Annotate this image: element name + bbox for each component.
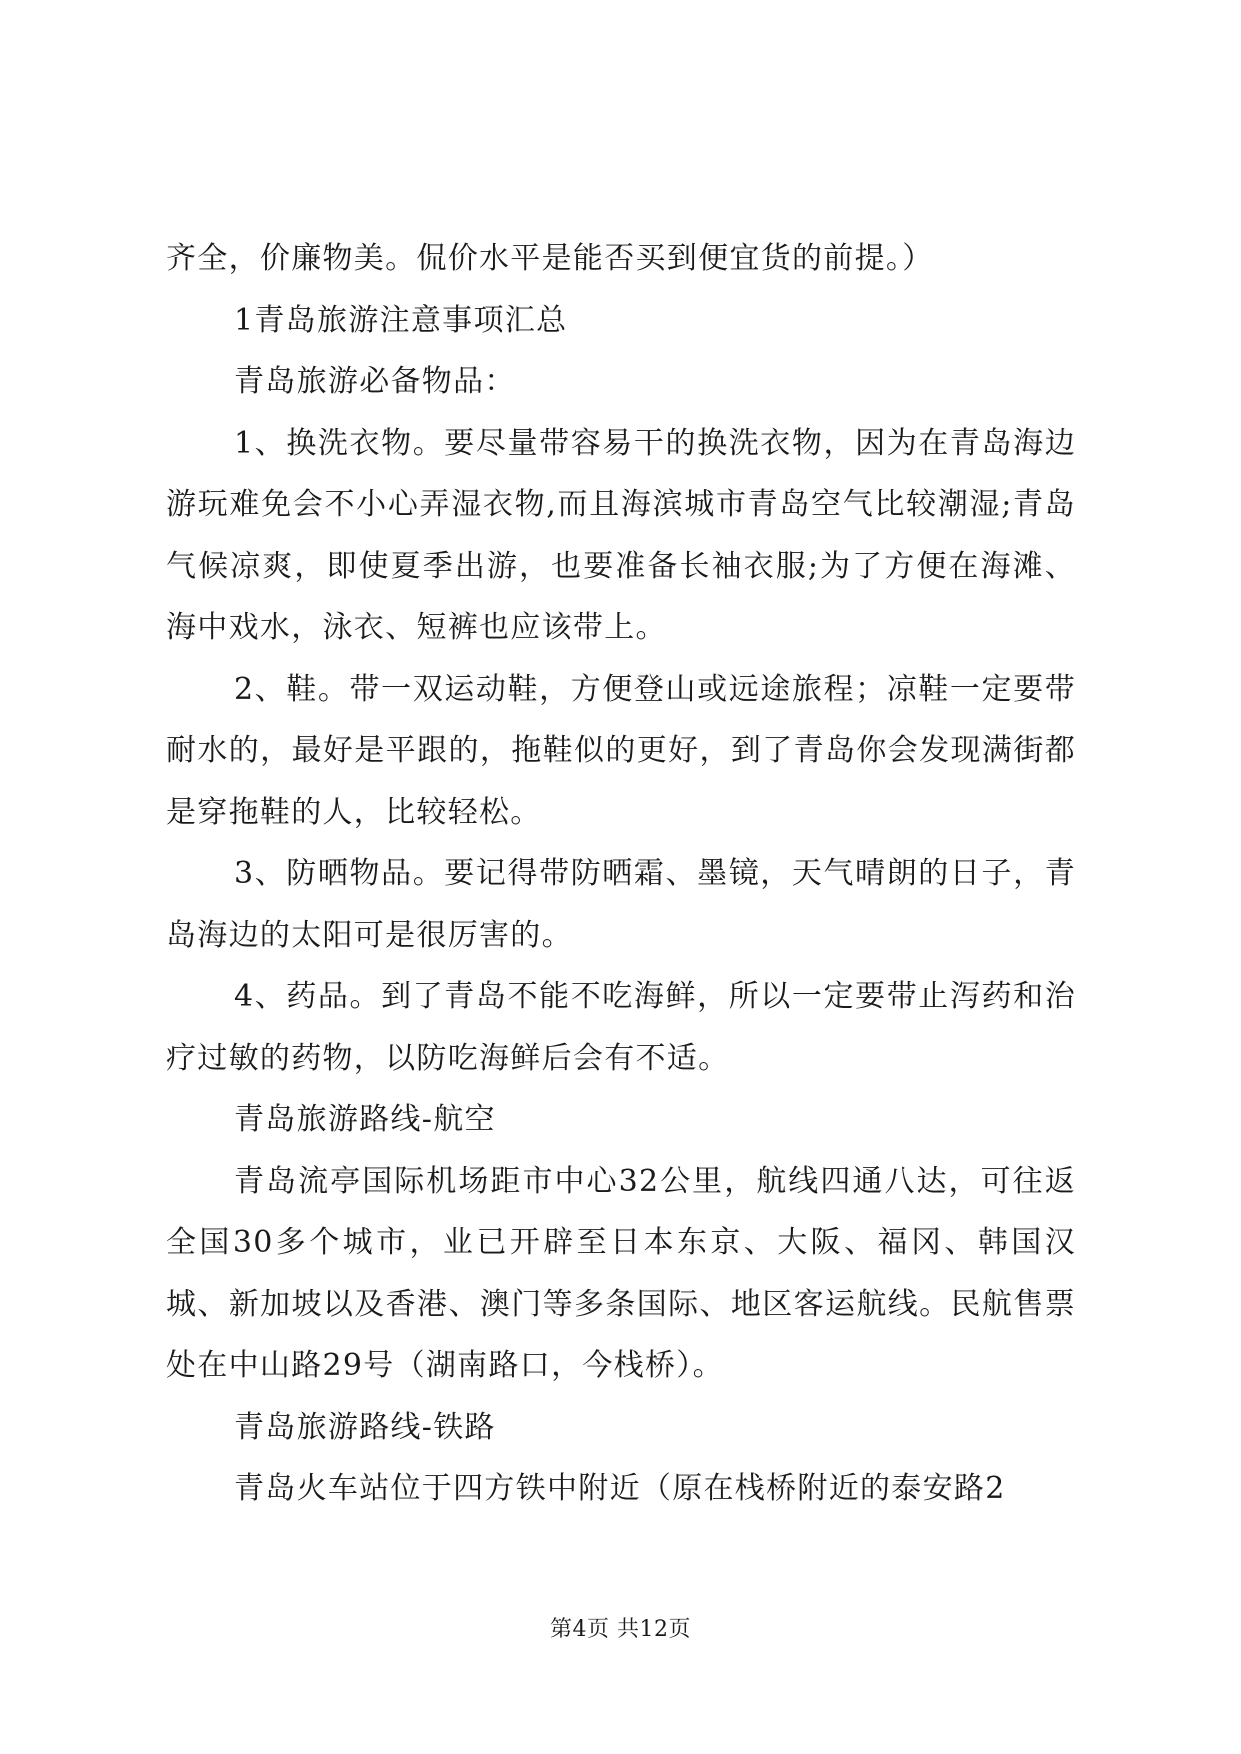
paragraph-shoes: 2、鞋。带一双运动鞋，方便登山或远途旅程；凉鞋一定要带耐水的，最好是平跟的，拖鞋似的更好，到了青岛你会发现满街都是穿拖鞋的人，比较轻松。 [166, 671, 1076, 830]
paragraph-airport: 青岛流亭国际机场距市中心32公里，航线四通八达，可往返全国30多个城市，业已开辟至日本东京、大阪、福冈、韩国汉城、新加坡以及香港、澳门等多条国际、地区客运航线。民航售票处在中山路29号（湖南路口，今栈桥）。 [166, 1163, 1076, 1383]
subheading-rail-route: 青岛旅游路线-铁路 [234, 1409, 496, 1445]
subheading-air-route: 青岛旅游路线-航空 [234, 1102, 496, 1137]
paragraph-medicine: 4、药品。到了青岛不能不吃海鲜，所以一定要带止泻药和治疗过敏的药物，以防吃海鲜后会有不适。 [166, 979, 1076, 1076]
paragraph-continuation: 齐全，价廉物美。侃价水平是能否买到便宜货的前提。） [166, 241, 934, 276]
paragraph-clothing: 1、换洗衣物。要尽量带容易干的换洗衣物，因为在青岛海边游玩难免会不小心弄湿衣物,而且海滨城市青岛空气比较潮湿;青岛气候凉爽，即使夏季出游，也要准备长袖衣服;为了方便在海滩、海中戏水，泳衣、短裤也应该带上。 [166, 425, 1076, 645]
page-number-footer: 第4页 共12页 [550, 1617, 691, 1642]
section-heading: 1青岛旅游注意事项汇总 [234, 302, 568, 338]
subheading-essentials: 青岛旅游必备物品： [234, 364, 516, 399]
paragraph-sun-protection: 3、防晒物品。要记得带防晒霜、墨镜，天气晴朗的日子，青岛海边的太阳可是很厉害的。 [166, 856, 1076, 953]
document-body [166, 228, 1076, 1520]
paragraph-railway-station: 青岛火车站位于四方铁中附近（原在栈桥附近的泰安路2 [234, 1471, 1006, 1506]
